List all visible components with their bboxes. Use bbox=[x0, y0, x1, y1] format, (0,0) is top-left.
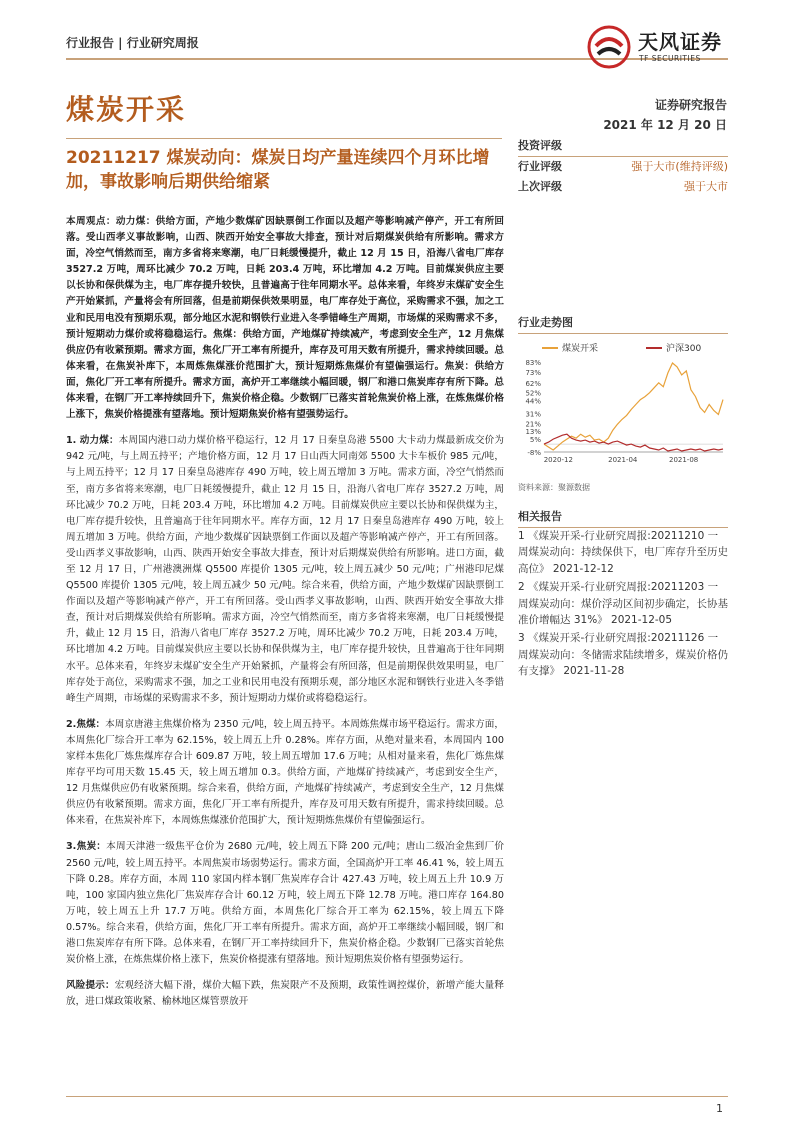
x-tick-label: 2021-08 bbox=[668, 456, 699, 464]
company-logo bbox=[586, 24, 726, 70]
page-number: 1 bbox=[716, 1102, 723, 1115]
x-tick-label: 2021-04 bbox=[608, 456, 638, 464]
footer-divider bbox=[66, 1096, 728, 1097]
y-tick-label: 44% bbox=[525, 397, 541, 406]
related-report-item[interactable]: 2 《煤炭开采-行业研究周报:20211203 一周煤炭动向：煤价浮动区间初步确定，长协基准价增幅达 31%》 2021-12-05 bbox=[518, 581, 728, 627]
report-body bbox=[66, 214, 504, 1020]
risk-paragraph: 风险提示：宏观经济大幅下滑，煤价大幅下跌，焦炭限产不及预期，政策性调控煤价，新增产能大量释放，进口煤政策收紧、榆林地区煤管票放开 bbox=[66, 980, 505, 1008]
related-reports-list bbox=[518, 528, 728, 682]
related-report-item[interactable]: 3 《煤炭开采-行业研究周报:20211126 一周煤炭动向：冬储需求陆续增多，煤炭价格仍有支撑》 2021-11-28 bbox=[518, 632, 728, 678]
summary-paragraph: 本周观点：动力煤：供给方面，产地少数煤矿因缺票倒工作面以及超产等影响减产停产，开工有所回落。受山西孝义事故影响，山西、陕西开始安全事故大排查，预计对后期煤炭供给有所影响。需求方面，冷空气悄然而至，南方多省将来寒潮，电厂日耗缓慢提升，截止 12 月 15 日，沿海八省电厂库存 3527.2 万吨，周环比减少 70.2 万吨，日耗 203.4 万吨，环比增加 4.2 万吨。目前煤炭供应主要以长协和保供煤为主，电厂库存提升较快，且普遍高于往年同期水平。总体来看，年终岁末煤矿安全生产开始紧抓，产量将会有所回落，但是前期保供效果明显，电厂库存处于高位，采购需求不强，加之工业和民用电没有预期乐观，部分地区水泥和钢铁行业进入冬季错峰生产周期，市场煤的采购需求不多，预计短期动力煤价或将稳稳运行。焦煤：供给方面，产地煤矿持续减产，考虑到安全生产，12 月焦煤供应仍有收紧预期。需求方面，焦化厂开工率有所提升，库存及可用天数有所提升，需求持续回暖。总体来看，在焦炭补库下，本周炼焦煤涨价范围扩大，预计短期炼焦煤价有望偏强运行。焦炭：供给方面，焦化厂开工率有所提升。需求方面，高炉开工率继续小幅回暖，钢厂和港口焦炭库存有所下降。总体来看，在钢厂开工率持续回升下，焦炭价格企稳。少数钢厂已落实首轮焦炭价格上涨，在炼焦煤价格上涨下，焦炭价格提涨有望落地。预计短期焦炭价格有望强势运行。 bbox=[66, 216, 504, 421]
coke-paragraph: 3.焦炭：本周天津港一级焦平仓价为 2680 元/吨，较上周五下降 200 元/吨；唐山二级冶金焦到厂价 2560 元/吨，较上周五持平。本周焦炭市场弱势运行。需求方面，全国高炉开工率 46.41 %，较上周五下降 0.28。库存方面，本周 110 家国内样本钢厂焦炭库存合计 427.43 万吨，较上周五上升 10.9 万吨，100 家国内独立焦化厂焦炭库存合计 60.12 万吨，较上周五下降 12.78 万吨。港口库存 164.80 万吨，较上周五上升 17.7 万吨。供给方面，本周焦化厂综合开工率为 62.15%，较上周五下降 0.57%。综合来看，供给方面，焦化厂开工率有所提升。需求方面，高炉开工率继续小幅回暖，钢厂和港口焦炭库存有所下降。总体来看，在钢厂开工率持续回升下，焦炭价格企稳。少数钢厂已落实首轮焦炭价格上涨，在炼焦煤价格上涨下，焦炭价格提涨有望落地。预计短期焦炭价格有望强势运行。 bbox=[66, 841, 504, 966]
legend-label: 煤炭开采 bbox=[562, 344, 599, 354]
rating-box bbox=[518, 136, 728, 197]
y-tick-label: 5% bbox=[529, 436, 541, 445]
title-divider bbox=[66, 138, 502, 139]
report-title: 20211217 煤炭动向：煤炭日均产量连续四个月环比增加，事故影响后期供给缩紧 bbox=[66, 148, 490, 192]
thermal-coal-paragraph: 1. 动力煤：本周国内港口动力煤价格平稳运行，12 月 17 日秦皇岛港 5500 大卡动力煤最新成交价为 942 元/吨，与上周五持平；产地价格方面，12 月 17 日山西大同南郊 5500 大卡车板价 985 元/吨，与上周五持平；12 月 17 日秦皇岛港库存 490 万吨，较上周五增加 3 万吨。需求方面，冷空气悄然而至，南方多省将来寒潮，电厂日耗缓慢提升，截止 12 月 15 日，沿海八省电厂库存 3527.2 万吨，周环比减少 70.2 万吨，日耗 203.4 万吨，环比增加 4.2 万吨。目前煤炭供应主要以长协和保供煤为主，电厂库存提升较快，且普遍高于往年同期水平。库存方面，12 月 17 日秦皇岛港库存 490 万吨，较上周五增加 3 万吨。供给方面，产地少数煤矿因缺票倒工作面以及超产等影响减产停产，开工有所回落。受山西孝义事故影响，山西、陕西开始安全事故大排查，预计对后期煤炭供给有所影响。进口方面，截至 12 月 17 日，广州港澳洲煤 Q5500 库提价 1305 元/吨，较上周五减少 50 元/吨；广州港印尼煤 Q5500 库提价 1305 元/吨，较上周五减少 50 元/吨。综合来看，供给方面，产地少数煤矿因缺票倒工作面以及超产等影响减产停产，开工有所回落。受山西孝义事故影响，山西、陕西开始安全事故大排查，预计对后期煤炭供给有所影响。需求方面，冷空气悄然而至，南方多省将来寒潮，电厂日耗缓慢提升，截止 12 月 15 日，沿海八省电厂库存 3527.2 万吨，周环比减少 70.2 万吨，日耗 203.4 万吨，环比增加 4.2 万吨。目前煤炭供应主要以长协和保供煤为主，电厂库存提升较快，且普遍高于往年同期水平。总体来看，年终岁末煤矿安全生产开始紧抓，产量将会有所回落，但是前期保供效果明显，电厂库存处于高位，采购需求不强，加之工业和民用电没有预期乐观，部分地区水泥和钢铁行业进入冬季错峰生产周期，市场煤的采购需求不多，预计短期动力煤价或将稳稳运行。 bbox=[66, 435, 504, 704]
y-tick-label: 52% bbox=[525, 389, 541, 398]
y-tick-label: -8% bbox=[527, 449, 541, 457]
y-tick-label: 13% bbox=[525, 428, 541, 437]
coking-coal-paragraph: 2.焦煤：本周京唐港主焦煤价格为 2350 元/吨，较上周五持平。本周炼焦煤市场平稳运行。需求方面，本周焦化厂综合开工率为 62.15%，较上周五上升 0.28%。库存方面，从绝对量来看，本周国内 100 家样本焦化厂炼焦煤库存合计 609.87 万吨，较上周五增加 17.6 万吨；从相对量来看，焦化厂炼焦煤库存平均可用天数 15.45 天，较上周五增加 0.3。供给方面，产地煤矿持续减产，考虑到安全生产，12 月焦煤供应仍有收紧预期。综合来看，供给方面，产地煤矿持续减产，考虑到安全生产，12 月焦煤供应仍有收紧预期。需求方面，焦化厂开工率有所提升，库存及可用天数有所提升，需求持续回暖。总体来看，在焦炭补库下，本周炼焦煤涨价范围扩大，预计短期炼焦煤价有望偏强运行。 bbox=[66, 718, 504, 827]
related-report-item[interactable]: 1 《煤炭开采-行业研究周报:20211210 一周煤炭动向：持续保供下，电厂库存升至历史高位》 2021-12-12 bbox=[518, 530, 728, 575]
logo-cn-text: 天风证券 bbox=[638, 30, 722, 54]
chart-source: 资料来源：聚源数据 bbox=[518, 483, 590, 492]
legend-label: 沪深300 bbox=[666, 344, 702, 354]
rating-head: 投资评级 bbox=[518, 136, 728, 157]
trend-chart-title: 行业走势图 bbox=[518, 314, 728, 334]
y-tick-label: 21% bbox=[525, 420, 541, 429]
y-tick-label: 31% bbox=[525, 410, 541, 419]
y-tick-label: 73% bbox=[525, 368, 541, 377]
x-tick-label: 2020-12 bbox=[543, 456, 573, 464]
report-date: 2021 年 12 月 20 日 bbox=[603, 118, 727, 132]
tf-logo-icon bbox=[586, 24, 632, 70]
report-type: 证券研究报告 bbox=[654, 98, 727, 112]
rating-row-previous: 上次评级 强于大市 bbox=[518, 180, 728, 193]
y-tick-label: 83% bbox=[525, 359, 541, 367]
industry-trend-chart bbox=[518, 340, 728, 470]
y-tick-label: 62% bbox=[525, 379, 541, 388]
related-reports-title: 相关报告 bbox=[518, 508, 728, 528]
report-category: 行业报告 | 行业研究周报 bbox=[66, 36, 199, 50]
logo-en-text: TF SECURITIES bbox=[639, 54, 701, 63]
sector-title: 煤炭开采 bbox=[66, 93, 187, 126]
rating-row-industry: 行业评级 强于大市(维持评级) bbox=[518, 160, 728, 173]
